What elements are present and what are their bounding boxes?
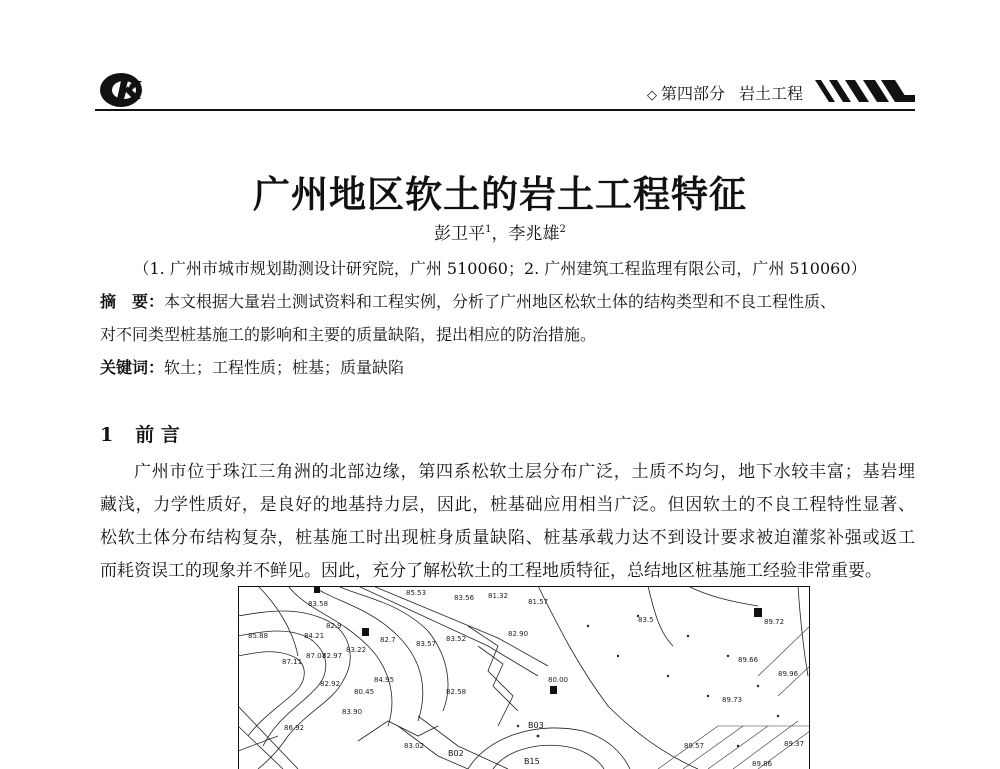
site-plan-map bbox=[238, 586, 810, 769]
elevation-label: 83.58 bbox=[308, 600, 329, 608]
elevation-label: 83.56 bbox=[454, 594, 475, 602]
elevation-label: 81.57 bbox=[528, 598, 549, 606]
elevation-label: 89.66 bbox=[738, 656, 759, 664]
abstract-label: 摘 要： bbox=[100, 292, 165, 311]
abstract-text: 本文根据大量岩土测试资料和工程实例，分析了广州地区松软土体的结构类型和不良工程性质、 bbox=[164, 292, 837, 311]
paper-title: 广州地区软土的岩土工程特征 bbox=[253, 172, 747, 216]
affiliation: （1. 广州市城市规划勘测设计研究院，广州 510060；2. 广州建筑工程监理有限公司，广州 510060） bbox=[133, 259, 867, 278]
elevation-label: 83.02 bbox=[404, 742, 425, 750]
elevation-label: 87.11 bbox=[282, 658, 303, 666]
borehole-label-b02: B02 bbox=[448, 749, 464, 758]
paragraph-line: 广州市位于珠江三角洲的北部边缘，第四系松软土层分布广泛，土质不均匀，地下水较丰富；基岩埋 bbox=[134, 462, 915, 482]
elevation-label: 82.7 bbox=[380, 636, 396, 644]
elevation-label: 83.57 bbox=[416, 640, 437, 648]
elevation-label: 89.72 bbox=[764, 618, 785, 626]
elevation-label: 85.88 bbox=[248, 632, 269, 640]
elevation-label: 82.92 bbox=[320, 680, 341, 688]
stripes-decoration-icon bbox=[815, 80, 915, 102]
elevation-label: 89.37 bbox=[784, 740, 805, 748]
elevation-label: 85.53 bbox=[406, 589, 427, 597]
elevation-label: 87.07 bbox=[306, 652, 327, 660]
section-number: 1 bbox=[100, 424, 114, 446]
elevation-label: 89.57 bbox=[684, 742, 705, 750]
paragraph-line: 而耗资误工的现象并不鲜见。因此，充分了解松软土的工程地质特征，总结地区桩基施工经验非常重要。 bbox=[100, 561, 882, 581]
header-rule bbox=[95, 109, 915, 111]
borehole-label-b15: B15 bbox=[524, 757, 540, 766]
section-label: 第四部分 bbox=[660, 84, 725, 103]
elevation-label: 82.90 bbox=[508, 630, 529, 638]
elevation-label: 84.95 bbox=[374, 676, 395, 684]
author-affiliation-number: 2 bbox=[559, 224, 566, 235]
keywords-line bbox=[100, 355, 404, 378]
elevation-label: 83.90 bbox=[342, 708, 363, 716]
keywords-text: 软土；工程性质；桩基；质量缺陷 bbox=[164, 358, 405, 377]
elevation-label: 82.97 bbox=[322, 652, 343, 660]
paragraph-line: 松软土体分布结构复杂，桩基施工时出现桩身质量缺陷、桩基承载力达不到设计要求被迫灌浆补强或返工 bbox=[100, 528, 915, 548]
abstract-line: 对不同类型桩基施工的影响和主要的质量缺陷，提出相应的防治措施。 bbox=[100, 325, 597, 344]
elevation-label: 81.32 bbox=[488, 592, 509, 600]
elevation-label: 86.92 bbox=[284, 724, 305, 732]
elevation-label: 83.22 bbox=[346, 646, 367, 654]
elevation-label: 89.96 bbox=[778, 670, 799, 678]
section-title: 前 言 bbox=[135, 424, 180, 446]
abstract-line bbox=[100, 289, 836, 312]
borehole-label-b03: B03 bbox=[528, 721, 544, 730]
elevation-label: 82.9 bbox=[326, 622, 342, 630]
journal-logo-icon bbox=[97, 71, 149, 109]
paragraph-line: 藏浅，力学性质好，是良好的地基持力层，因此，桩基础应用相当广泛。但因软土的不良工程特性显著、 bbox=[100, 495, 915, 515]
keywords-label: 关键词： bbox=[100, 358, 165, 377]
section-heading bbox=[100, 420, 180, 447]
authors bbox=[0, 219, 1000, 244]
author-separator: ， bbox=[491, 224, 509, 244]
author-name: 李兆雄 bbox=[508, 224, 560, 244]
section-name: 岩土工程 bbox=[738, 84, 803, 103]
section-header bbox=[647, 81, 803, 104]
elevation-label: 83.52 bbox=[446, 635, 467, 643]
elevation-label: 82.58 bbox=[446, 688, 467, 696]
elevation-label: 83.5 bbox=[638, 616, 654, 624]
elevation-label: 89.73 bbox=[722, 696, 743, 704]
diamond-icon: ◇ bbox=[646, 88, 657, 103]
elevation-label: 84.21 bbox=[304, 632, 325, 640]
page-header bbox=[95, 70, 915, 110]
elevation-label: 89.86 bbox=[752, 760, 773, 768]
author-affiliation-number: 1 bbox=[485, 224, 492, 235]
elevation-label: 80.00 bbox=[548, 676, 569, 684]
author-name: 彭卫平 bbox=[434, 224, 486, 244]
elevation-label: 80.45 bbox=[354, 688, 375, 696]
